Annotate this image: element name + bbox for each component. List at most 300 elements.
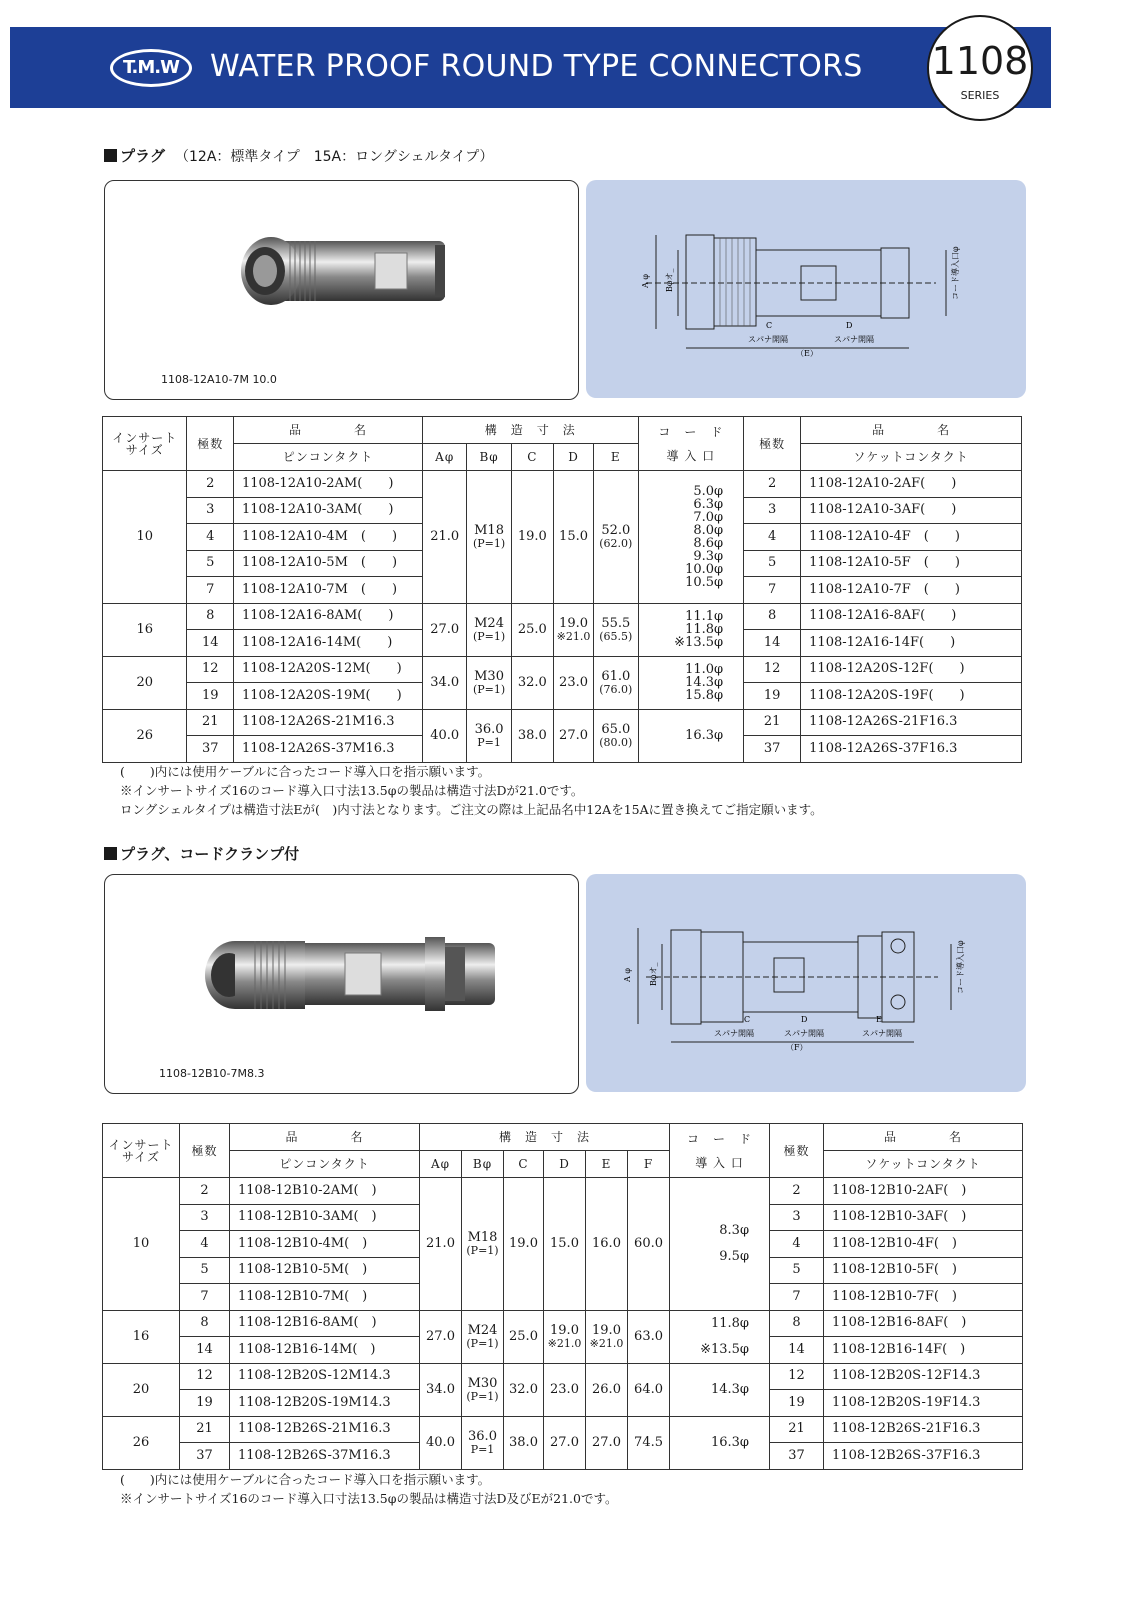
pole-count: 3: [200, 1209, 209, 1225]
col-part-name2: [801, 417, 1022, 444]
poles-cell: [180, 1337, 230, 1364]
insert-size-cell: [103, 1416, 180, 1469]
socket-part-cell: [801, 577, 1022, 604]
header-dim-d: D: [568, 450, 579, 464]
col-insert-size: [103, 1124, 180, 1178]
pole-count: 37: [201, 740, 219, 756]
dim-e-long: (62.0): [599, 536, 633, 550]
pin-part-number: 1108-12A10-2AM( ): [241, 475, 394, 491]
pin-part-cell: [233, 656, 422, 683]
dim-f: 63.0: [634, 1328, 663, 1344]
dimension-drawing: [586, 180, 1026, 398]
col-poles: [180, 1124, 230, 1178]
socket-poles-cell: [770, 1416, 824, 1443]
plug-clamp-drawing-icon: [586, 874, 1026, 1092]
dim-e: 16.0: [592, 1236, 621, 1252]
header-dim-f: F: [643, 1157, 654, 1171]
socket-part-cell: [824, 1204, 1023, 1231]
dim-d: 19.0: [559, 615, 588, 631]
pin-part-number: 1108-12B26S-21M16.3: [238, 1421, 391, 1437]
socket-part-cell: [824, 1231, 1023, 1258]
poles-cell: [187, 736, 233, 763]
socket-part-cell: [801, 736, 1022, 763]
drawing-spanner-c: スパナ開隔: [714, 1029, 754, 1038]
socket-part-number: 1108-12B26S-37F16.3: [832, 1447, 981, 1463]
dim-c: 32.0: [509, 1381, 538, 1397]
socket-poles-cell: [770, 1443, 824, 1470]
col-socket-contact: [824, 1151, 1023, 1178]
socket-poles-cell: [770, 1310, 824, 1337]
header-dim-b: Bφ: [472, 1157, 493, 1171]
socket-part-number: 1108-12B10-2AF( ): [832, 1182, 967, 1198]
socket-part-number: 1108-12A10-5F ( ): [809, 555, 960, 571]
cord-cell: [638, 709, 744, 762]
pole-count: 2: [200, 1182, 209, 1198]
socket-part-number: 1108-12A26S-21F16.3: [809, 714, 958, 730]
dim-d: 23.0: [559, 675, 588, 690]
socket-part-number: 1108-12B10-3AF( ): [832, 1209, 967, 1225]
insert-size: 20: [136, 674, 154, 690]
pin-part-cell: [230, 1390, 420, 1417]
dim-d: 15.0: [559, 529, 588, 545]
cord-diameter: 11.8φ: [710, 1316, 750, 1331]
pin-part-number: 1108-12B10-3AM( ): [238, 1209, 377, 1225]
drawing-spanner-d: スパナ開隔: [784, 1029, 824, 1038]
drawing-dim-f: （F）: [786, 1043, 808, 1052]
cord-diameter: 9.5φ: [719, 1249, 750, 1265]
pin-part-number: 1108-12A16-14M( ): [241, 634, 393, 650]
dim-a: 34.0: [426, 1381, 455, 1397]
pin-part-number: 1108-12A20S-19M( ): [241, 687, 402, 703]
connector-clamp-photo-icon: [105, 875, 578, 1093]
dim-d-alt: ※21.0: [547, 1336, 582, 1350]
dim-a-cell: [420, 1363, 462, 1416]
header-dim-a: Aφ: [435, 450, 455, 464]
insert-size: 16: [132, 1328, 150, 1344]
socket-part-cell: [824, 1178, 1023, 1205]
dim-c-cell: [504, 1363, 544, 1416]
header-insert-size: インサート: [112, 430, 178, 445]
col-pin-contact: [233, 444, 422, 471]
drawing-dim-b: Bφオ_: [649, 962, 658, 986]
insert-size-cell: [103, 656, 187, 709]
drawing-spanner-c: スパナ開隔: [748, 335, 788, 344]
socket-part-cell: [801, 524, 1022, 551]
socket-part-number: 1108-12B16-8AF( ): [832, 1315, 967, 1331]
pin-part-number: 1108-12B10-7M( ): [238, 1288, 368, 1304]
pole-count: 19: [788, 1394, 805, 1410]
cord-diameter: 14.3φ: [685, 675, 724, 690]
dim-e-cell: [586, 1310, 628, 1363]
cord-diameter: 6.3φ: [693, 496, 724, 512]
dim-a: 21.0: [426, 1235, 455, 1251]
pole-count: 7: [768, 581, 777, 597]
insert-size-cell: [103, 1363, 180, 1416]
dim-c-cell: [511, 709, 553, 762]
dim-d: 23.0: [550, 1382, 579, 1397]
socket-part-number: 1108-12A20S-19F( ): [809, 687, 965, 703]
socket-part-number: 1108-12A10-4F ( ): [809, 528, 960, 544]
pin-part-cell: [230, 1443, 420, 1470]
socket-poles-cell: [744, 524, 801, 551]
pin-part-number: 1108-12A10-5M ( ): [241, 555, 398, 571]
dim-b-cell: [467, 471, 511, 604]
pole-count: 4: [792, 1235, 801, 1251]
dim-b-cell: [462, 1178, 504, 1311]
socket-poles-cell: [744, 656, 801, 683]
section2-title: プラグ、コードクランプ付: [120, 845, 300, 863]
socket-poles-cell: [770, 1257, 824, 1284]
insert-size: 20: [132, 1381, 150, 1397]
pole-count: 14: [196, 1341, 213, 1357]
cord-diameter: 8.3φ: [719, 1223, 750, 1239]
dim-e-long: (80.0): [599, 735, 633, 749]
dim-e-cell: [586, 1178, 628, 1311]
pole-count: 4: [768, 528, 777, 544]
dim-d: 19.0: [550, 1322, 579, 1338]
poles-cell: [180, 1257, 230, 1284]
col-dimensions: [420, 1124, 670, 1151]
dim-e-cell: [594, 709, 638, 762]
dim-e: 27.0: [592, 1435, 621, 1450]
pole-count: 8: [200, 1315, 209, 1331]
socket-poles-cell: [744, 736, 801, 763]
socket-part-cell: [824, 1416, 1023, 1443]
dim-a: 34.0: [430, 674, 460, 690]
cord-diameter: 10.5φ: [685, 574, 724, 590]
pole-count: 12: [788, 1368, 805, 1384]
insert-size-cell: [103, 709, 187, 762]
dim-e: 26.0: [592, 1382, 621, 1397]
connector-photo-icon: [105, 181, 578, 399]
dim-a-cell: [420, 1416, 462, 1469]
dim-a-cell: [423, 709, 467, 762]
pole-count: 19: [196, 1394, 213, 1410]
drawing-spanner-e: スパナ開隔: [862, 1029, 902, 1038]
pole-count: 37: [196, 1447, 213, 1463]
pin-part-cell: [230, 1204, 420, 1231]
dim-e-alt: ※21.0: [589, 1336, 624, 1350]
dim-b-cell: [462, 1416, 504, 1469]
dim-b-pitch: P=1: [477, 735, 501, 749]
section1-subtitle: （12A：標準タイプ 15A：ロングシェルタイプ）: [175, 149, 494, 165]
poles-cell: [187, 471, 233, 498]
dim-d-cell: [553, 471, 593, 604]
pole-count: 5: [768, 555, 777, 571]
col-dim-e: [594, 444, 638, 471]
col-poles2: [744, 417, 801, 471]
pin-part-number: 1108-12B16-14M( ): [238, 1341, 376, 1357]
pole-count: 19: [201, 687, 219, 703]
header-dim-b: Bφ: [479, 450, 499, 464]
pole-count: 3: [206, 502, 215, 518]
col-socket-contact: [801, 444, 1022, 471]
dim-a-cell: [420, 1178, 462, 1311]
header-part-name: 品 名: [288, 423, 367, 437]
header-cord: コ ー ド: [687, 1131, 753, 1146]
dim-c: 38.0: [517, 727, 547, 743]
col-dim-e: [586, 1151, 628, 1178]
dim-b-pitch: (P=1): [472, 629, 506, 643]
pole-count: 8: [206, 608, 215, 624]
dim-c-cell: [511, 656, 553, 709]
cord-cell: [670, 1310, 770, 1363]
insert-size-cell: [103, 471, 187, 604]
dim-d-cell: [544, 1416, 586, 1469]
dim-b-pitch: (P=1): [472, 536, 506, 550]
pole-count: 7: [206, 581, 215, 597]
dim-a-cell: [423, 656, 467, 709]
col-dim-a: [423, 444, 467, 471]
clamp-spec-table: [102, 1123, 1023, 1470]
dim-e-long: (76.0): [599, 682, 633, 696]
pole-count: 2: [792, 1182, 801, 1198]
cord-diameter: ※13.5φ: [700, 1342, 750, 1357]
socket-poles-cell: [744, 630, 801, 657]
insert-size: 10: [132, 1235, 150, 1251]
pin-part-number: 1108-12B10-5M( ): [238, 1262, 368, 1278]
col-part-name2: [824, 1124, 1023, 1151]
socket-part-number: 1108-12A16-14F( ): [809, 634, 956, 650]
dim-b-pitch: (P=1): [466, 1389, 499, 1403]
header-poles: 極数: [759, 436, 786, 451]
col-cord: [638, 417, 744, 471]
poles-cell: [180, 1204, 230, 1231]
dim-c: 38.0: [509, 1434, 538, 1450]
dimension-drawing: [586, 874, 1026, 1092]
socket-part-number: 1108-12A10-7F ( ): [809, 581, 960, 597]
pin-part-cell: [233, 709, 422, 736]
series-badge: [927, 15, 1033, 121]
socket-part-cell: [801, 683, 1022, 710]
dim-b-cell: [462, 1363, 504, 1416]
socket-part-number: 1108-12B26S-21F16.3: [832, 1421, 981, 1437]
insert-size: 26: [132, 1434, 150, 1450]
socket-poles-cell: [770, 1363, 824, 1390]
col-dimensions: [423, 417, 639, 444]
pin-part-cell: [233, 630, 422, 657]
socket-part-cell: [824, 1443, 1023, 1470]
pin-part-number: 1108-12B16-8AM( ): [238, 1315, 377, 1331]
pole-count: 2: [768, 475, 777, 491]
col-dim-a: [420, 1151, 462, 1178]
section1-title: プラグ: [120, 147, 166, 165]
socket-part-number: 1108-12A10-3AF( ): [809, 502, 957, 518]
pin-part-number: 1108-12A26S-21M16.3: [241, 714, 395, 730]
poles-cell: [187, 683, 233, 710]
pin-part-cell: [233, 497, 422, 524]
dim-a-cell: [423, 471, 467, 604]
square-bullet-icon: [104, 149, 117, 162]
socket-poles-cell: [744, 577, 801, 604]
header-dim-d: D: [559, 1157, 570, 1171]
dim-f-cell: [628, 1178, 670, 1311]
pole-count: 37: [763, 740, 781, 756]
insert-size-cell: [103, 1178, 180, 1311]
series-label: SERIES: [960, 89, 1000, 102]
table-row: [103, 1178, 1023, 1205]
poles-cell: [187, 550, 233, 577]
drawing-dim-d: D: [801, 1015, 808, 1024]
header-insert-size: サイズ: [125, 442, 164, 457]
pin-part-number: 1108-12B10-2AM( ): [238, 1182, 377, 1198]
socket-poles-cell: [744, 683, 801, 710]
socket-part-number: 1108-12A20S-12F( ): [809, 661, 965, 677]
poles-cell: [187, 524, 233, 551]
cord-diameter: 9.3φ: [693, 548, 724, 564]
poles-cell: [180, 1416, 230, 1443]
header-pin-contact: ピンコンタクト: [282, 450, 374, 464]
notes-section1: [120, 762, 823, 819]
dim-c: 25.0: [509, 1328, 538, 1344]
socket-part-number: 1108-12B10-5F( ): [832, 1262, 957, 1278]
dim-d-cell: [553, 709, 593, 762]
col-part-name: [233, 417, 422, 444]
dim-f-cell: [628, 1416, 670, 1469]
pole-count: 21: [201, 714, 219, 730]
dim-d-cell: [544, 1310, 586, 1363]
socket-part-number: 1108-12B20S-19F14.3: [832, 1394, 981, 1410]
col-cord: [670, 1124, 770, 1178]
socket-part-cell: [801, 550, 1022, 577]
col-dim-b: [467, 444, 511, 471]
header-insert-size: インサート: [108, 1137, 174, 1152]
dim-b: M30: [467, 1375, 498, 1391]
cord-cell: [638, 656, 744, 709]
socket-part-cell: [801, 656, 1022, 683]
dim-a: 27.0: [430, 621, 460, 637]
pole-count: 3: [792, 1209, 801, 1225]
col-poles: [187, 417, 233, 471]
cord-cell: [670, 1416, 770, 1469]
socket-poles-cell: [770, 1231, 824, 1258]
poles-cell: [180, 1363, 230, 1390]
socket-part-number: 1108-12B10-7F( ): [832, 1288, 957, 1304]
col-dim-c: [504, 1151, 544, 1178]
dim-b: M24: [467, 1322, 498, 1338]
pin-part-cell: [230, 1231, 420, 1258]
cord-diameter: 15.8φ: [685, 688, 724, 703]
col-insert-size: [103, 417, 187, 471]
pole-count: 2: [206, 475, 215, 491]
dim-e: 52.0: [601, 522, 631, 538]
pin-part-number: 1108-12B20S-19M14.3: [238, 1394, 391, 1410]
socket-poles-cell: [744, 550, 801, 577]
pole-count: 12: [201, 661, 219, 677]
cord-cell: [670, 1178, 770, 1311]
socket-poles-cell: [770, 1337, 824, 1364]
cord-diameter: 11.8φ: [685, 622, 724, 637]
insert-size: 16: [136, 621, 154, 637]
pin-part-cell: [233, 524, 422, 551]
pole-count: 19: [763, 687, 781, 703]
table-row: [103, 656, 1022, 683]
pole-count: 14: [788, 1341, 805, 1357]
cord-diameter: 5.0φ: [693, 483, 724, 499]
pole-count: 7: [200, 1288, 209, 1304]
pole-count: 7: [792, 1288, 801, 1304]
cord-diameter: 10.0φ: [685, 561, 724, 577]
pole-count: 3: [768, 502, 777, 518]
dim-a: 40.0: [430, 727, 460, 743]
dim-f: 64.0: [634, 1381, 663, 1397]
pole-count: 21: [788, 1421, 805, 1437]
insert-size-cell: [103, 603, 187, 656]
pin-part-cell: [233, 471, 422, 498]
insert-size-cell: [103, 1310, 180, 1363]
note-line: ( )内には使用ケーブルに合ったコード導入口を指示願います。: [120, 1472, 491, 1487]
socket-part-cell: [801, 603, 1022, 630]
socket-part-number: 1108-12A16-8AF( ): [809, 608, 957, 624]
series-number: 1108: [931, 39, 1029, 83]
header-part-name: 品 名: [285, 1130, 364, 1144]
pin-part-number: 1108-12A10-4M ( ): [241, 528, 398, 544]
cord-diameter: 8.6φ: [693, 535, 724, 551]
table-row: [103, 1310, 1023, 1337]
photo-caption: 1108-12A10-7M 10.0: [161, 373, 277, 386]
cord-diameter: 7.0φ: [693, 509, 724, 525]
socket-poles-cell: [744, 497, 801, 524]
dim-c: 19.0: [509, 1235, 538, 1251]
product-photo-frame: [104, 180, 579, 400]
pole-count: 12: [196, 1368, 213, 1384]
dim-b-pitch: (P=1): [466, 1336, 499, 1350]
header-insert-size: サイズ: [121, 1149, 161, 1164]
col-dim-d: [544, 1151, 586, 1178]
dim-f: 74.5: [634, 1434, 663, 1450]
socket-poles-cell: [770, 1178, 824, 1205]
note-line: ( )内には使用ケーブルに合ったコード導入口を指示願います。: [120, 764, 491, 779]
poles-cell: [180, 1443, 230, 1470]
socket-part-cell: [824, 1363, 1023, 1390]
dim-b-cell: [467, 709, 511, 762]
socket-part-number: 1108-12B20S-12F14.3: [832, 1368, 981, 1384]
note-line: ※インサートサイズ16のコード導入口寸法13.5φの製品は構造寸法D及びEが21.0です。: [120, 1491, 618, 1506]
header-cord: コ ー ド: [658, 424, 724, 439]
pin-part-number: 1108-12A20S-12M( ): [241, 661, 402, 677]
pole-count: 21: [196, 1421, 213, 1437]
col-part-name: [230, 1124, 420, 1151]
pole-count: 5: [200, 1262, 209, 1278]
drawing-dim-d: D: [846, 321, 853, 330]
header-dimensions: 構 造 寸 法: [499, 1130, 591, 1144]
drawing-spanner-d: スパナ開隔: [834, 335, 874, 344]
socket-part-number: 1108-12A10-2AF( ): [809, 475, 957, 491]
product-photo-frame: [104, 874, 579, 1094]
drawing-cord: コード導入口φ: [956, 940, 965, 994]
dim-d-alt: ※21.0: [556, 629, 591, 643]
header-socket-contact: ソケットコンタクト: [853, 450, 969, 464]
header-dimensions: 構 造 寸 法: [484, 423, 576, 437]
pole-count: 4: [206, 528, 215, 544]
socket-poles-cell: [770, 1390, 824, 1417]
pin-part-number: 1108-12A10-3AM( ): [241, 502, 394, 518]
dim-b-cell: [467, 656, 511, 709]
pin-part-number: 1108-12B20S-12M14.3: [238, 1368, 391, 1384]
header-socket-contact: ソケットコンタクト: [865, 1157, 981, 1171]
socket-part-cell: [824, 1257, 1023, 1284]
dim-a: 21.0: [430, 528, 460, 544]
dim-f-cell: [628, 1310, 670, 1363]
socket-poles-cell: [744, 471, 801, 498]
header-pin-contact: ピンコンタクト: [279, 1157, 370, 1171]
pole-count: 5: [792, 1262, 801, 1278]
pole-count: 12: [763, 661, 781, 677]
poles-cell: [180, 1178, 230, 1205]
insert-size: 10: [136, 528, 154, 544]
socket-part-cell: [824, 1310, 1023, 1337]
header-poles: 極数: [783, 1143, 810, 1158]
